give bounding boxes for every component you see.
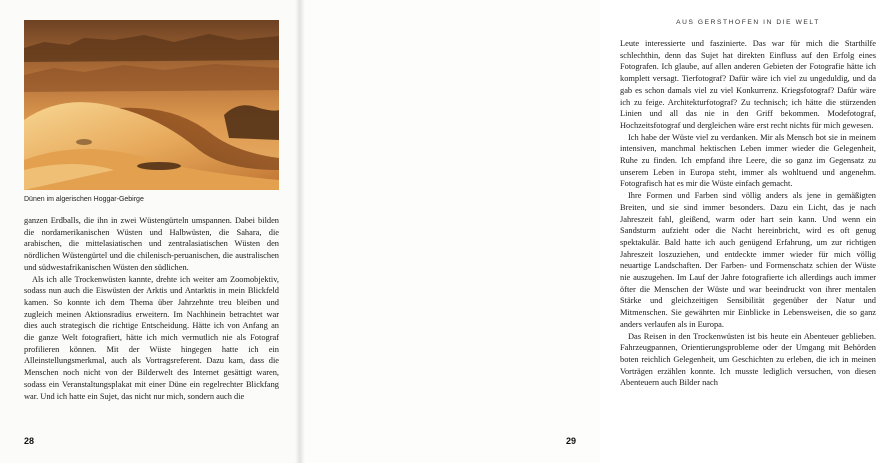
page-number-left: 28 [24, 436, 35, 446]
photo-caption: Dünen im algerischen Hoggar-Gebirge [24, 196, 144, 203]
dune-illustration [24, 20, 279, 190]
running-head: AUS GERSTHOFEN IN DIE WELT [676, 19, 820, 26]
paragraph: Leute interessierte und faszinierte. Das war für mich die Starthilfe schlechthin, denn das Sujet hat direkten Einfluss auf den Erfolg eines Fotografen. Ich glaube, auf allen anderen Gebieten der Fotografie hätte ich komplett versagt. Tierfotograf? Dafür wäre ich viel zu ungeduldig, und da gab es schon damals viel zu viel Konkurrenz. Kriegsfotograf? Dafür wäre ich zu feige. Architekturfotograf? Zu technisch; ich hätte die stürzenden Linien und all das nie in den Griff bekommen. Modefotograf, Hochzeitsfotograf und dergleichen wäre erst recht nichts für mich gewesen. [620, 39, 876, 130]
paragraph: Ich habe der Wüste viel zu verdanken. Mir als Mensch bot sie in meinem intensiven, manchmal hektischen Leben immer wieder die Gelegenheit, Ruhe zu finden. Ich empfand ihre Leere, die so ganz im Gegensatz zu unserem Leben in Europa steht, immer als wohltuend und angenehm. Fotografisch hat es mir die Wüste einfach gemacht. [620, 132, 876, 189]
dune-photo [24, 20, 279, 190]
left-page [0, 0, 300, 463]
paragraph: Das Reisen in den Trockenwüsten ist bis heute ein Abenteuer geblieben. Fahrzeugpannen, Orientierungsprobleme oder der Umgang mit Behörden boten reichlich Gelegenheit, um Geschichten zu erleben, die ich in meinen Vorträgen erzählen konnte. Ich musste lediglich versuchen, von diesen Abenteuern auch Bilder nach [620, 331, 876, 388]
right-page [300, 0, 876, 463]
paragraph: Ihre Formen und Farben sind völlig anders als jene in gemäßigten Breiten, und sie sind immer besonders. Dazu ein Licht, das je nach Jahreszeit fahl, gleißend, warm oder hart sein kann. Und wenn ein Sandsturm aufzieht oder die Nacht hereinbricht, wird es oft genug spektakulär. Bald hatte ich auch genügend Erfahrung, um zur richtigen Jahreszeit loszuziehen, und entdeckte immer wieder für mich völlig neuartige Landschaften. Der Farben- und Formenschatz schien der Wüste nie auszugehen. Im Lauf der Jahre fotografierte ich allerdings auch immer öfter die Menschen der Wüste und war beeindruckt von ihrer mentalen Stärke und gleichzeitigen Sensibilität gegenüber der Natur und Mitmenschen. Sie gewährten mir Einblicke in Lebensweisen, die so ganz anders verlaufen als in Europa. [620, 191, 876, 329]
book-gutter [295, 0, 305, 463]
left-body-text [24, 215, 279, 402]
right-body-text [620, 38, 876, 389]
page-number-right: 29 [565, 436, 576, 446]
paragraph: ganzen Erdballs, die ihn in zwei Wüstengürteln umspannen. Dabei bilden die nordamerikanischen Wüsten und Halbwüsten, die Sahara, die arabischen, die mittelasiatischen und zentralasiatischen Wüsten den nördlichen Wüstengürtel und die chilenisch-peruanischen, die australischen und südwestafrikanischen Wüsten den südlichen. [24, 216, 279, 272]
paragraph: Als ich alle Trockenwüsten kannte, drehte ich weiter am Zoomobjektiv, sodass nun auch die Eiswüsten der Arktis und Antarktis in mein Blickfeld kamen. So konnte ich dem Thema über Jahrzehnte treu bleiben und zugleich meinen Aktionsradius erweitern. Im Nachhinein betrachtet war dies auch strategisch die richtige Entscheidung. Hätte ich von Anfang an die ganze Welt fotografiert, hätte ich mich vermutlich nie als Fotograf profilieren können. Mit der Wüste hingegen hatte ich ein Alleinstellungsmerkmal, auch als Vortragsreferent. Dazu kam, dass die Menschen noch nicht von der Bilderwelt des Internet gesättigt waren, sodass ein Veranstaltungsplakat mit einer Düne ein regelrechter Blickfang war. Und ich hatte ein Sujet, das nicht nur mich, sondern auch die [24, 274, 279, 401]
